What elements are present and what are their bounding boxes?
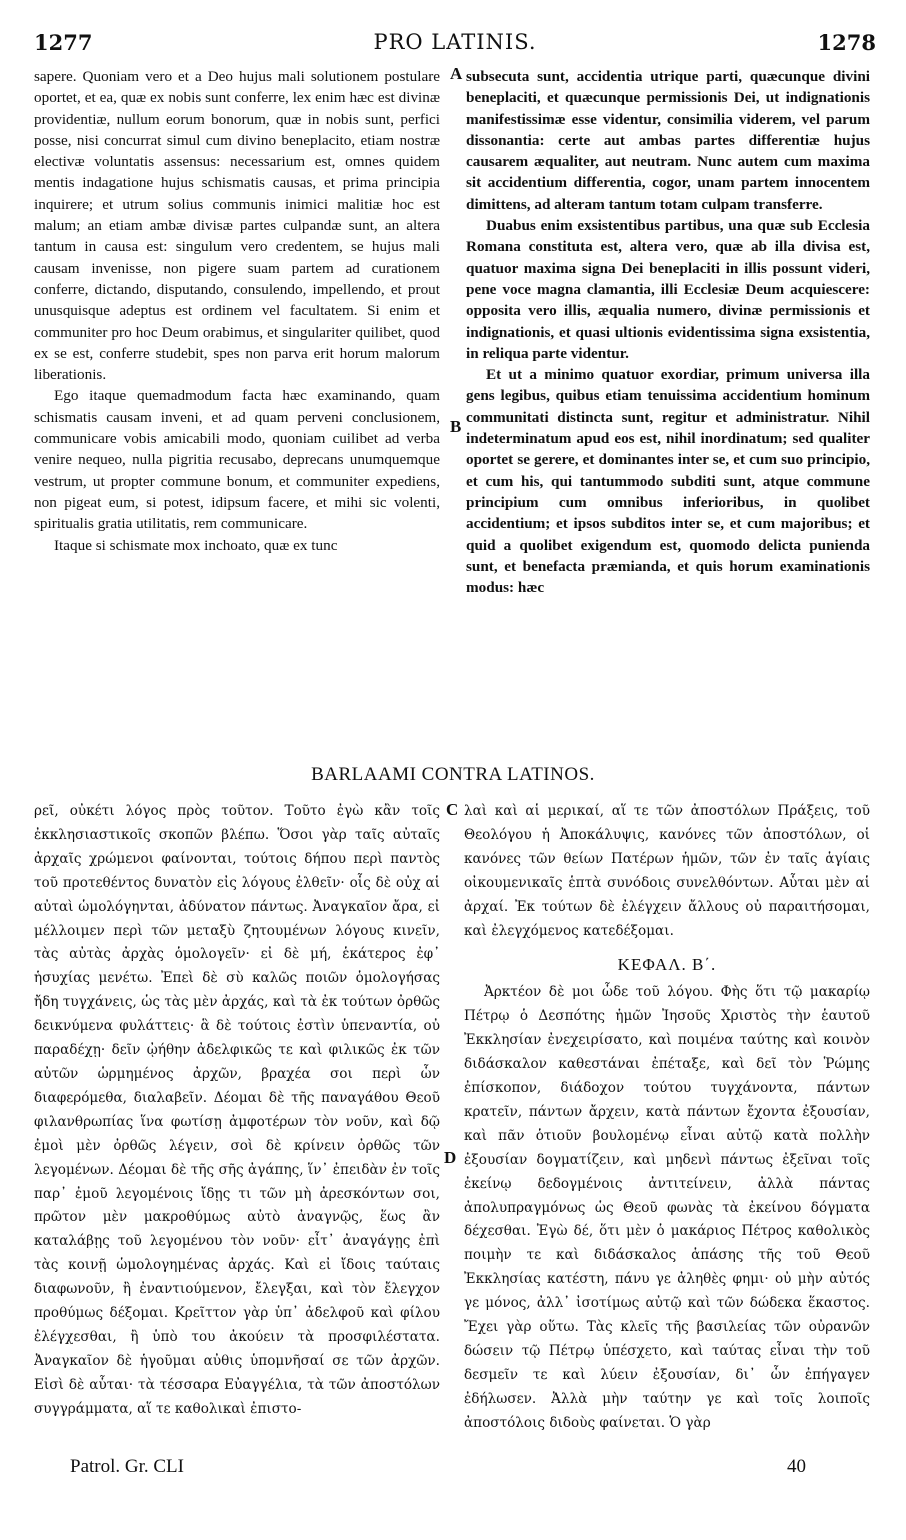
running-header bbox=[34, 30, 876, 58]
margin-letter-c: C bbox=[446, 800, 459, 819]
latin-left-paragraph-1: sapere. Quoniam vero et a Deo hujus mali solutionem postulare oportet, et ea, quæ ex nobis sunt conferre, lex enim hæc est divinæ providentiæ, nullum eorum bonorum, quæ in nobis sunt, perfici posse, nisi concurrat simul cum divino beneplacito, etiam nostræ electivæ voluntatis assensus: necessarium est, omnes quidem mentis indagatione hujus schismatis causas, et prima principia inquirere; et utrum solius communis inimici malitiæ hoc est malum; an etiam ambæ divisæ partes culpandæ sunt, an altera tantum in causa est: singulum vero credentem, se hujus mali causam invenisse, non pigere suam partem ad curationem conferre, dictando, disputando, consulendo, impellendo, et prout unusquisque adeptus est ordinem vel facultatem. Si enim et communiter pro hoc Deum orabimus, et singulariter quilibet, quod ex se est, conferre studebit, spes non parva erit horum malorum liberationis. bbox=[34, 68, 440, 384]
greek-left-paragraph-1: ρεῖ, οὐκέτι λόγος πρὸς τοῦτον. Τοῦτο ἐγὼ κἂν τοῖς ἐκκλησιαστικοῖς σκοπῶν βλέπω. Ὅσοι γὰρ ταῖς αὐταῖς ἀρχαῖς χρώμενοι φαίνονται, τούτοις δήπου περὶ παντὸς τοῦ προτεθέντος δυνατὸν εἰς λόγους ἐλθεῖν· οἷς δὲ οὐχ αἱ αὐταὶ ὡμολόγηνται, ἀδύνατον πάντως. Ἀναγκαῖον ἄρα, εἰ μέλλοιμεν περὶ τῶν μεταξὺ ζητουμένων λόγους κινεῖν, τὰς αὐτὰς ἀρχὰς ὁμολογεῖν· εἰ δὲ μή, ἑκάτερος ἐφ᾽ ἡσυχίας μενέτω. Ἐπεὶ δὲ σὺ καλῶς ποιῶν ὁμολογήσας ἤδη τυγχάνεις, ὡς τὰς μὲν ἀρχάς, καὶ τὰ ἐκ τούτων ὀρθῶς δεικνύμενα φυλάττεις· ἃ δὲ τούτοις ἐστὶν ὑπεναντία, οὐ παραδέχῃ· δεῖν ᾠήθην ἀδελφικῶς τε καὶ φιλικῶς ἐκ τῶν αὐτῶν ὡρμημένος ἀρχῶν, βραχέα σοι περὶ ὧν διαφερόμεθα, διαλαβεῖν. Δέομαι δὲ τῆς παναγάθου Θεοῦ φιλανθρωπίας ἵνα φωτίσῃ ἀμφοτέρων τὸν νοῦν, καὶ δῷ ἐμοὶ μὲν ὀρθῶς λέγειν, σοὶ δὲ κρίνειν ὀρθῶς τῶν λεγομένων. Δέομαι δὲ τῆς σῆς ἀγάπης, ἵν᾽ ἐπειδὰν ἐν τοῖς παρ᾽ ἐμοῦ λεγομένοις ἴδῃς τι τῶν μὴ ἀρεσκόντων σοι, πρῶτον μὲν μακροθύμως αὐτὸ ἀναγνῷς, ἕως ἂν καταλάβῃς τοῦ λεγομένου τὸν νοῦν· εἶτ᾽ ἀναγάγῃς ἐπὶ τὰς κοινῇ ὡμολογημένας ἀρχάς. Καὶ εἰ ἴδοις ταύταις διαφωνοῦν, ἢ ἐναντιούμενον, ἔλεγξαι, καὶ τὸν ἔλεγχον προθύμως δέξομαι. Κρεῖττον γὰρ ὑπ᾽ ἀδελφοῦ καὶ φίλου ἐλέγχεσθαι, ἢ ὑπὸ του ἀκούειν τὰ προσφιλέστατα. Ἀναγκαῖον δὲ ἡγοῦμαι αὐθις ὑπομνῆσαί σε τῶν ἀρχῶν. Εἰσὶ δὲ αὗται· τὰ τέσσαρα Εὐαγγέλια, τὰ τῶν ἀποστόλων συγγράμματα, αἵ τε καθολικαὶ ἐπιστο- bbox=[34, 803, 440, 1417]
footer-source: Patrol. Gr. CLI bbox=[70, 1456, 184, 1477]
greek-right-column bbox=[464, 800, 870, 1452]
left-page-number: 1277 bbox=[34, 30, 93, 55]
chapter-heading: ΚΕΦΑΛ. Β΄. bbox=[617, 955, 717, 975]
latin-left-paragraph-3: Itaque si schismate mox inchoato, quæ ex tunc bbox=[54, 536, 338, 554]
right-page-number: 1278 bbox=[817, 30, 876, 55]
latin-left-column bbox=[34, 66, 440, 738]
latin-right-paragraph-1: subsecuta sunt, accidentia utrique parti, quæcunque divini beneplaciti, et quæcunque permissionis Dei, ut indignationis manifestissimæ esse videntur, consimilia viderem, vel parum dissonantia: certe aut ambas partes differentiæ hujus causarem æqualiter, aut neutram. Nunc autem cum maxima sit accidentium differentia, cogor, unam partem innocentem dimittens, ad alteram tantum totam culpam transferre. bbox=[466, 68, 870, 213]
greek-right-paragraph-1: λαὶ καὶ αἱ μερικαί, αἵ τε τῶν ἀποστόλων Πράξεις, τοῦ Θεολόγου ἡ Ἀποκάλυψις, κανόνες τῶν ἀποστόλων, οἱ κανόνες τῶν θείων Πατέρων ἡμῶν, τῶν ἐν ταῖς ἁγίαις οἰκουμενικαῖς ἑπτὰ συνόδοις συνελθόντων. Αὗται μὲν αἱ ἀρχαί. Ἐκ τούτων δὲ ἐλέγχειν ἄλλους οὐ παραιτήσομαι, καὶ ἐλεγχόμενος κατεδέξομαι. bbox=[464, 803, 870, 939]
latin-right-paragraph-2: Duabus enim exsistentibus partibus, una quæ sub Ecclesia Romana constituta est, altera vero, quæ ab illa divisa est, quatuor maxima signa Dei beneplaciti in illis possunt videri, pene voce magna clamantia, illi Ecclesiæ Deum acquiescere: opposita vero illis, æqualia numero, divinæ permissionis et indignationis, et quasi ultionis evidentissima signa exsistentia, in reliqua parte videntur. bbox=[466, 217, 870, 362]
section-title: BARLAAMI CONTRA LATINOS. bbox=[311, 764, 595, 785]
margin-letter-b: B bbox=[450, 417, 462, 436]
running-title: PRO LATINIS. bbox=[373, 30, 537, 54]
latin-left-paragraph-2: Ego itaque quemadmodum facta hæc examinando, quam schismatis causam inveni, et ad quam perveni conclusionem, communicare vobis amicabili modo, quoniam cuilibet ad verba venire nequeo, nulla pigritia recusabo, deprecans unumquemque vestrum, ut propter commune bonum, et communiter expediens, non pigeat eum, si potest, idipsum facere, et mihi sic volenti, spiritualis gratia utilitatis, rem communicare. bbox=[34, 387, 440, 533]
margin-letter-d: D bbox=[444, 1148, 457, 1167]
latin-right-column bbox=[466, 66, 870, 738]
greek-right-paragraph-2: Ἀρκτέον δὲ μοι ὧδε τοῦ λόγου. Φὴς ὅτι τῷ μακαρίῳ Πέτρῳ ὁ Δεσπότης ἡμῶν Ἰησοῦς Χριστὸς τὴν ἑαυτοῦ Ἐκκλησίαν ἐνεχειρίσατο, καὶ ποιμένα ταύτης καὶ κοινὸν διδάσκαλον καθεστάναι ἐπέταξε, καὶ δεῖ τὸν Ῥώμης ἐπίσκοπον, διάδοχον τούτου τυγχάνοντα, πάντων κρατεῖν, πάντων ἄρχειν, κατὰ πάντων ἔχοντα ἐξουσίαν, καὶ πᾶν ὁτιοῦν βουλομένῳ εἶναι αὐτῷ κατὰ πολλὴν ἐξουσίαν δογματίζειν, καὶ μηδενὶ πάντως ἐξεῖναι τοῖς ἐκείνῳ δεδογμένοις ἀντιτείνειν, ἀλλὰ πάντας ἀπολυπραγμόνως ὡς Θεοῦ φωνὰς τὰ ἐκείνου δόγματα δέχεσθαι. Ἐγὼ δέ, ὅτι μὲν ὁ μακάριος Πέτρος καθολικὸς ποιμὴν τε καὶ διδάσκαλος ἁπάσης τῆς τοῦ Θεοῦ Ἐκκλησίας κατέστη, πάνυ γε ἀληθὲς φημι· οὐ μὴν αὐτός γε μόνος, ἀλλ᾽ ἰσοτίμως αὐτῷ καὶ τῶν δώδεκα ἕκαστος. Ἔχει γὰρ οὕτω. Τὰς κλεῖς τῆς βασιλείας τῶν οὐρανῶν δώσειν τῷ Πέτρῳ ὑπέσχετο, καὶ ταύτας εἶναι τὴν τοῦ δεσμεῖν τε καὶ λύειν ἐξουσίαν, δι᾽ ὧν ἐπήγαγεν ἐδήλωσεν. Ἀλλὰ μὴν ταύτην γε καὶ τοῖς λοιποῖς ἀποστόλοις διδοὺς φαίνεται. Ὁ γὰρ bbox=[464, 984, 870, 1431]
greek-left-column bbox=[34, 800, 440, 1452]
latin-right-paragraph-3: Et ut a minimo quatuor exordiar, primum universa illa gens legibus, quibus etiam tenuissima accidentium hominum communitati distincta sunt, regitur et administratur. Nihil indeterminatum apud eos est, nihil inordinatum; sed qualiter oportet se gerere, et dominantes inter se, et cum suo principio, et cum his, qui tantummodo subditi sunt, atque commune principium cum omnibus inferioribus, in quolibet accidentium; et ipsos subditos inter se, et cum majoribus; et quid a quolibet exigendum est, quomodo delicta punienda sunt, et benefacta præmianda, et quis horum examinationis modus: hæc bbox=[466, 366, 870, 597]
margin-letter-a: A bbox=[450, 64, 463, 83]
footer-signature-number: 40 bbox=[787, 1456, 806, 1477]
page-footer bbox=[70, 1456, 806, 1484]
